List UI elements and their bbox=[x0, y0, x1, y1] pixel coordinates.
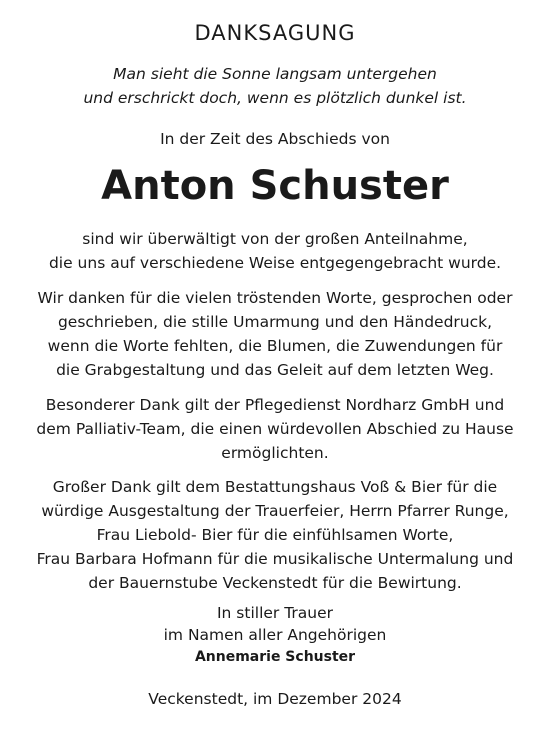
place-and-date: Veckenstedt, im Dezember 2024 bbox=[148, 690, 402, 708]
paragraph-line: Frau Liebold- Bier für die einfühlsamen Worte, bbox=[96, 526, 454, 544]
deceased-name: Anton Schuster bbox=[101, 163, 449, 209]
paragraph-line: Wir danken für die vielen tröstenden Worte, gesprochen oder bbox=[37, 289, 513, 307]
paragraph-line: die uns auf verschiedene Weise entgegengebracht wurde. bbox=[48, 254, 502, 272]
paragraph-line: der Bauernstube Veckenstedt für die Bewirtung. bbox=[88, 574, 462, 592]
paragraph-line: dem Palliativ-Team, die einen würdevollen Abschied zu Hause bbox=[36, 420, 514, 438]
thanks-paragraph bbox=[0, 286, 550, 382]
paragraph-line: sind wir überwältigt von der großen Anteilnahme, bbox=[82, 230, 468, 248]
paragraph-line: wenn die Worte fehlten, die Blumen, die Zuwendungen für bbox=[47, 337, 503, 355]
paragraph-line: Besonderer Dank gilt der Pflegedienst Nordharz GmbH und bbox=[45, 396, 505, 414]
paragraph-line: Frau Barbara Hofmann für die musikalische Untermalung und bbox=[36, 550, 514, 568]
motto-line: Man sieht die Sonne langsam untergehen bbox=[113, 65, 437, 83]
paragraph-line: ermöglichten. bbox=[221, 444, 329, 462]
thanks-paragraph bbox=[0, 227, 550, 275]
motto-quote bbox=[0, 62, 550, 110]
intro-text: In der Zeit des Abschieds von bbox=[160, 130, 390, 148]
paragraph-line: Großer Dank gilt dem Bestattungshaus Voß & Bier für die bbox=[52, 478, 498, 496]
paragraph-line: geschrieben, die stille Umarmung und den Händedruck, bbox=[57, 313, 493, 331]
thanks-paragraph bbox=[0, 475, 550, 595]
signer-name: Annemarie Schuster bbox=[194, 649, 356, 665]
thanks-paragraph bbox=[0, 393, 550, 465]
closing-line: In stiller Trauer bbox=[216, 604, 334, 622]
paragraph-line: würdige Ausgestaltung der Trauerfeier, Herrn Pfarrer Runge, bbox=[41, 502, 509, 520]
motto-line: und erschrickt doch, wenn es plötzlich dunkel ist. bbox=[83, 89, 467, 107]
paragraph-line: die Grabgestaltung und das Geleit auf dem letzten Weg. bbox=[56, 361, 494, 379]
closing-block bbox=[0, 602, 550, 668]
notice-heading: DANKSAGUNG bbox=[194, 21, 356, 45]
closing-line: im Namen aller Angehörigen bbox=[163, 626, 387, 644]
